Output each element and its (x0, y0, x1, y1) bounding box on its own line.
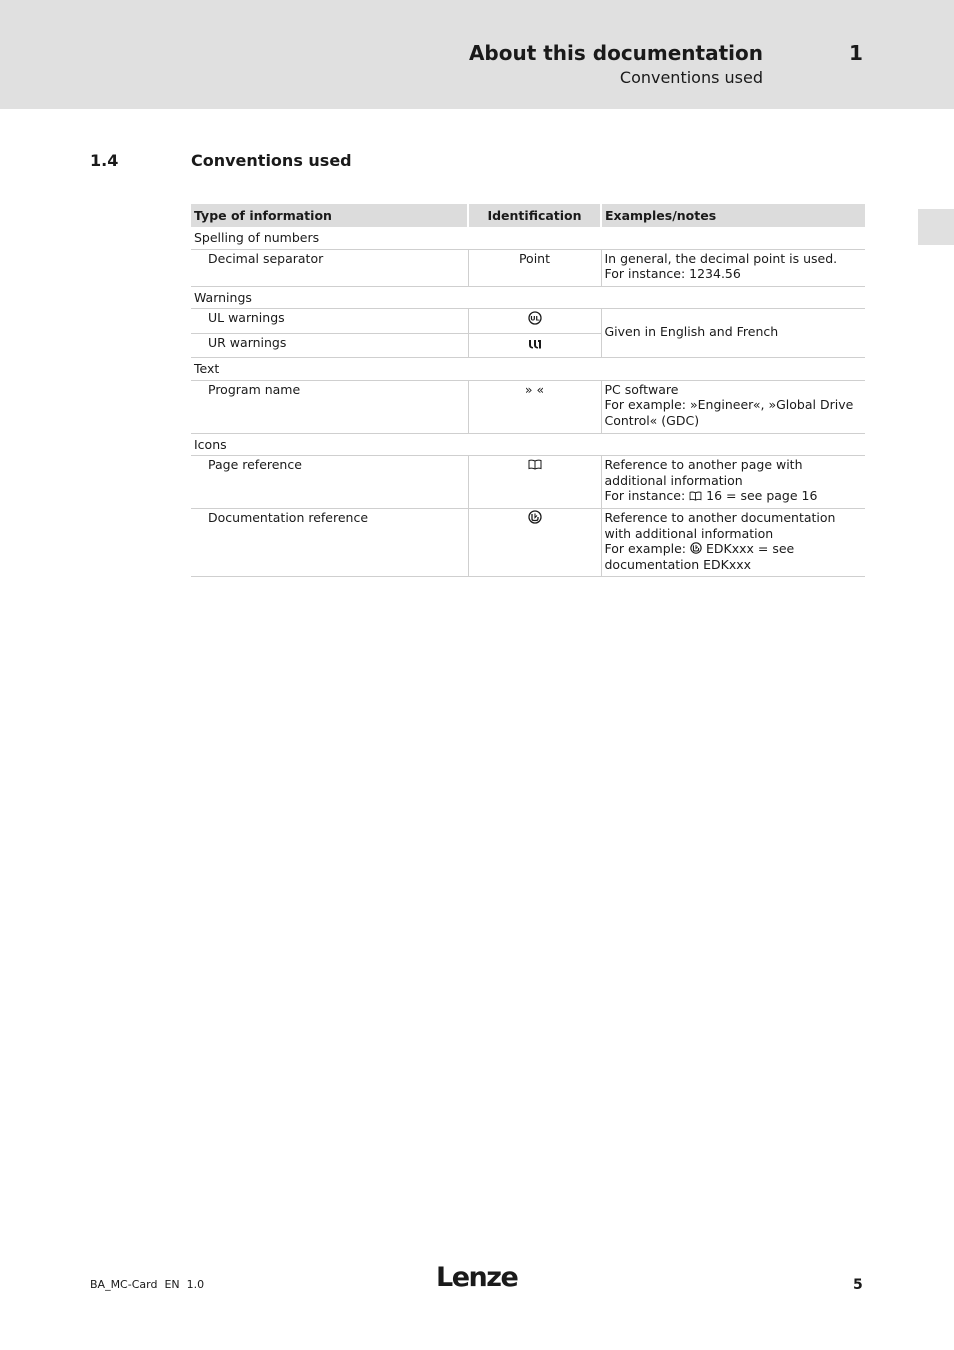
example-suffix: 16 = see page 16 (706, 488, 818, 503)
footer-language: EN (164, 1278, 180, 1291)
column-header-notes: Examples/notes (601, 204, 865, 227)
table-row (191, 249, 865, 286)
row-ident-doc-ref (468, 509, 601, 577)
group-row (191, 358, 865, 381)
conventions-table (191, 204, 865, 577)
row-type-page-ref: Page reference (191, 456, 468, 509)
note-line: In general, the decimal point is used. (604, 250, 838, 266)
row-notes-doc-ref (601, 509, 865, 577)
footer-doc-name: BA_MC-Card (90, 1278, 158, 1291)
footer-doc-id (90, 1278, 204, 1291)
table-row (191, 509, 865, 577)
ul-mark-icon (528, 311, 542, 329)
section-title: Conventions used (191, 151, 352, 170)
chapter-subtitle: Conventions used (619, 68, 763, 87)
group-row (191, 433, 865, 456)
row-ident-ur (468, 334, 601, 358)
svg-text:UL: UL (529, 314, 540, 323)
row-ident-ul (468, 309, 601, 334)
table-row (191, 309, 865, 334)
ur-mark-icon (528, 337, 542, 353)
chapter-number: 1 (849, 41, 863, 65)
row-type-doc-ref: Documentation reference (191, 509, 468, 577)
row-type-program: Program name (191, 380, 468, 433)
example-suffix: EDKxxx = see documentation EDKxxx (604, 541, 795, 573)
note-line: For instance: 1234.56 (604, 266, 741, 281)
section-number: 1.4 (90, 151, 119, 170)
note-line: Reference to another page with additional information (604, 457, 803, 488)
example-prefix: For example: (604, 541, 687, 556)
table-row (191, 456, 865, 509)
note-line: Reference to another documentation with additional information (604, 510, 836, 541)
book-icon (528, 458, 542, 474)
row-type-decimal: Decimal separator (191, 249, 468, 286)
book-icon (689, 489, 702, 505)
row-ident-program: » « (468, 380, 601, 433)
row-type-ur: UR warnings (191, 334, 468, 358)
note-line: PC software (604, 381, 679, 397)
row-notes-page-ref (601, 456, 865, 509)
example-prefix: For instance: (604, 488, 686, 503)
note-line: For example: »Engineer«, »Global Drive Control« (GDC) (604, 397, 854, 428)
lenze-logo: Lenze (436, 1262, 518, 1293)
row-ident-decimal: Point (468, 249, 601, 286)
group-label-numbers: Spelling of numbers (191, 227, 865, 249)
row-notes-decimal (601, 249, 865, 286)
row-type-ul: UL warnings (191, 309, 468, 334)
documentation-reference-icon (528, 510, 542, 528)
row-notes-program (601, 380, 865, 433)
row-ident-page-ref (468, 456, 601, 509)
group-label-warnings: Warnings (191, 286, 865, 309)
group-row (191, 227, 865, 249)
page-number: 5 (853, 1277, 863, 1293)
row-notes-warnings: Given in English and French (601, 309, 865, 358)
group-label-icons: Icons (191, 433, 865, 456)
footer-version: 1.0 (186, 1278, 205, 1291)
group-label-text: Text (191, 358, 865, 381)
chapter-title: About this documentation (468, 41, 763, 65)
group-row (191, 286, 865, 309)
note-example-line (605, 541, 863, 573)
column-header-type: Type of information (191, 204, 468, 227)
note-example-line (605, 488, 863, 504)
table-row (191, 380, 865, 433)
table-header-row (191, 204, 865, 227)
documentation-reference-icon (690, 542, 702, 558)
chapter-side-tab (918, 209, 954, 245)
column-header-identification: Identification (468, 204, 601, 227)
